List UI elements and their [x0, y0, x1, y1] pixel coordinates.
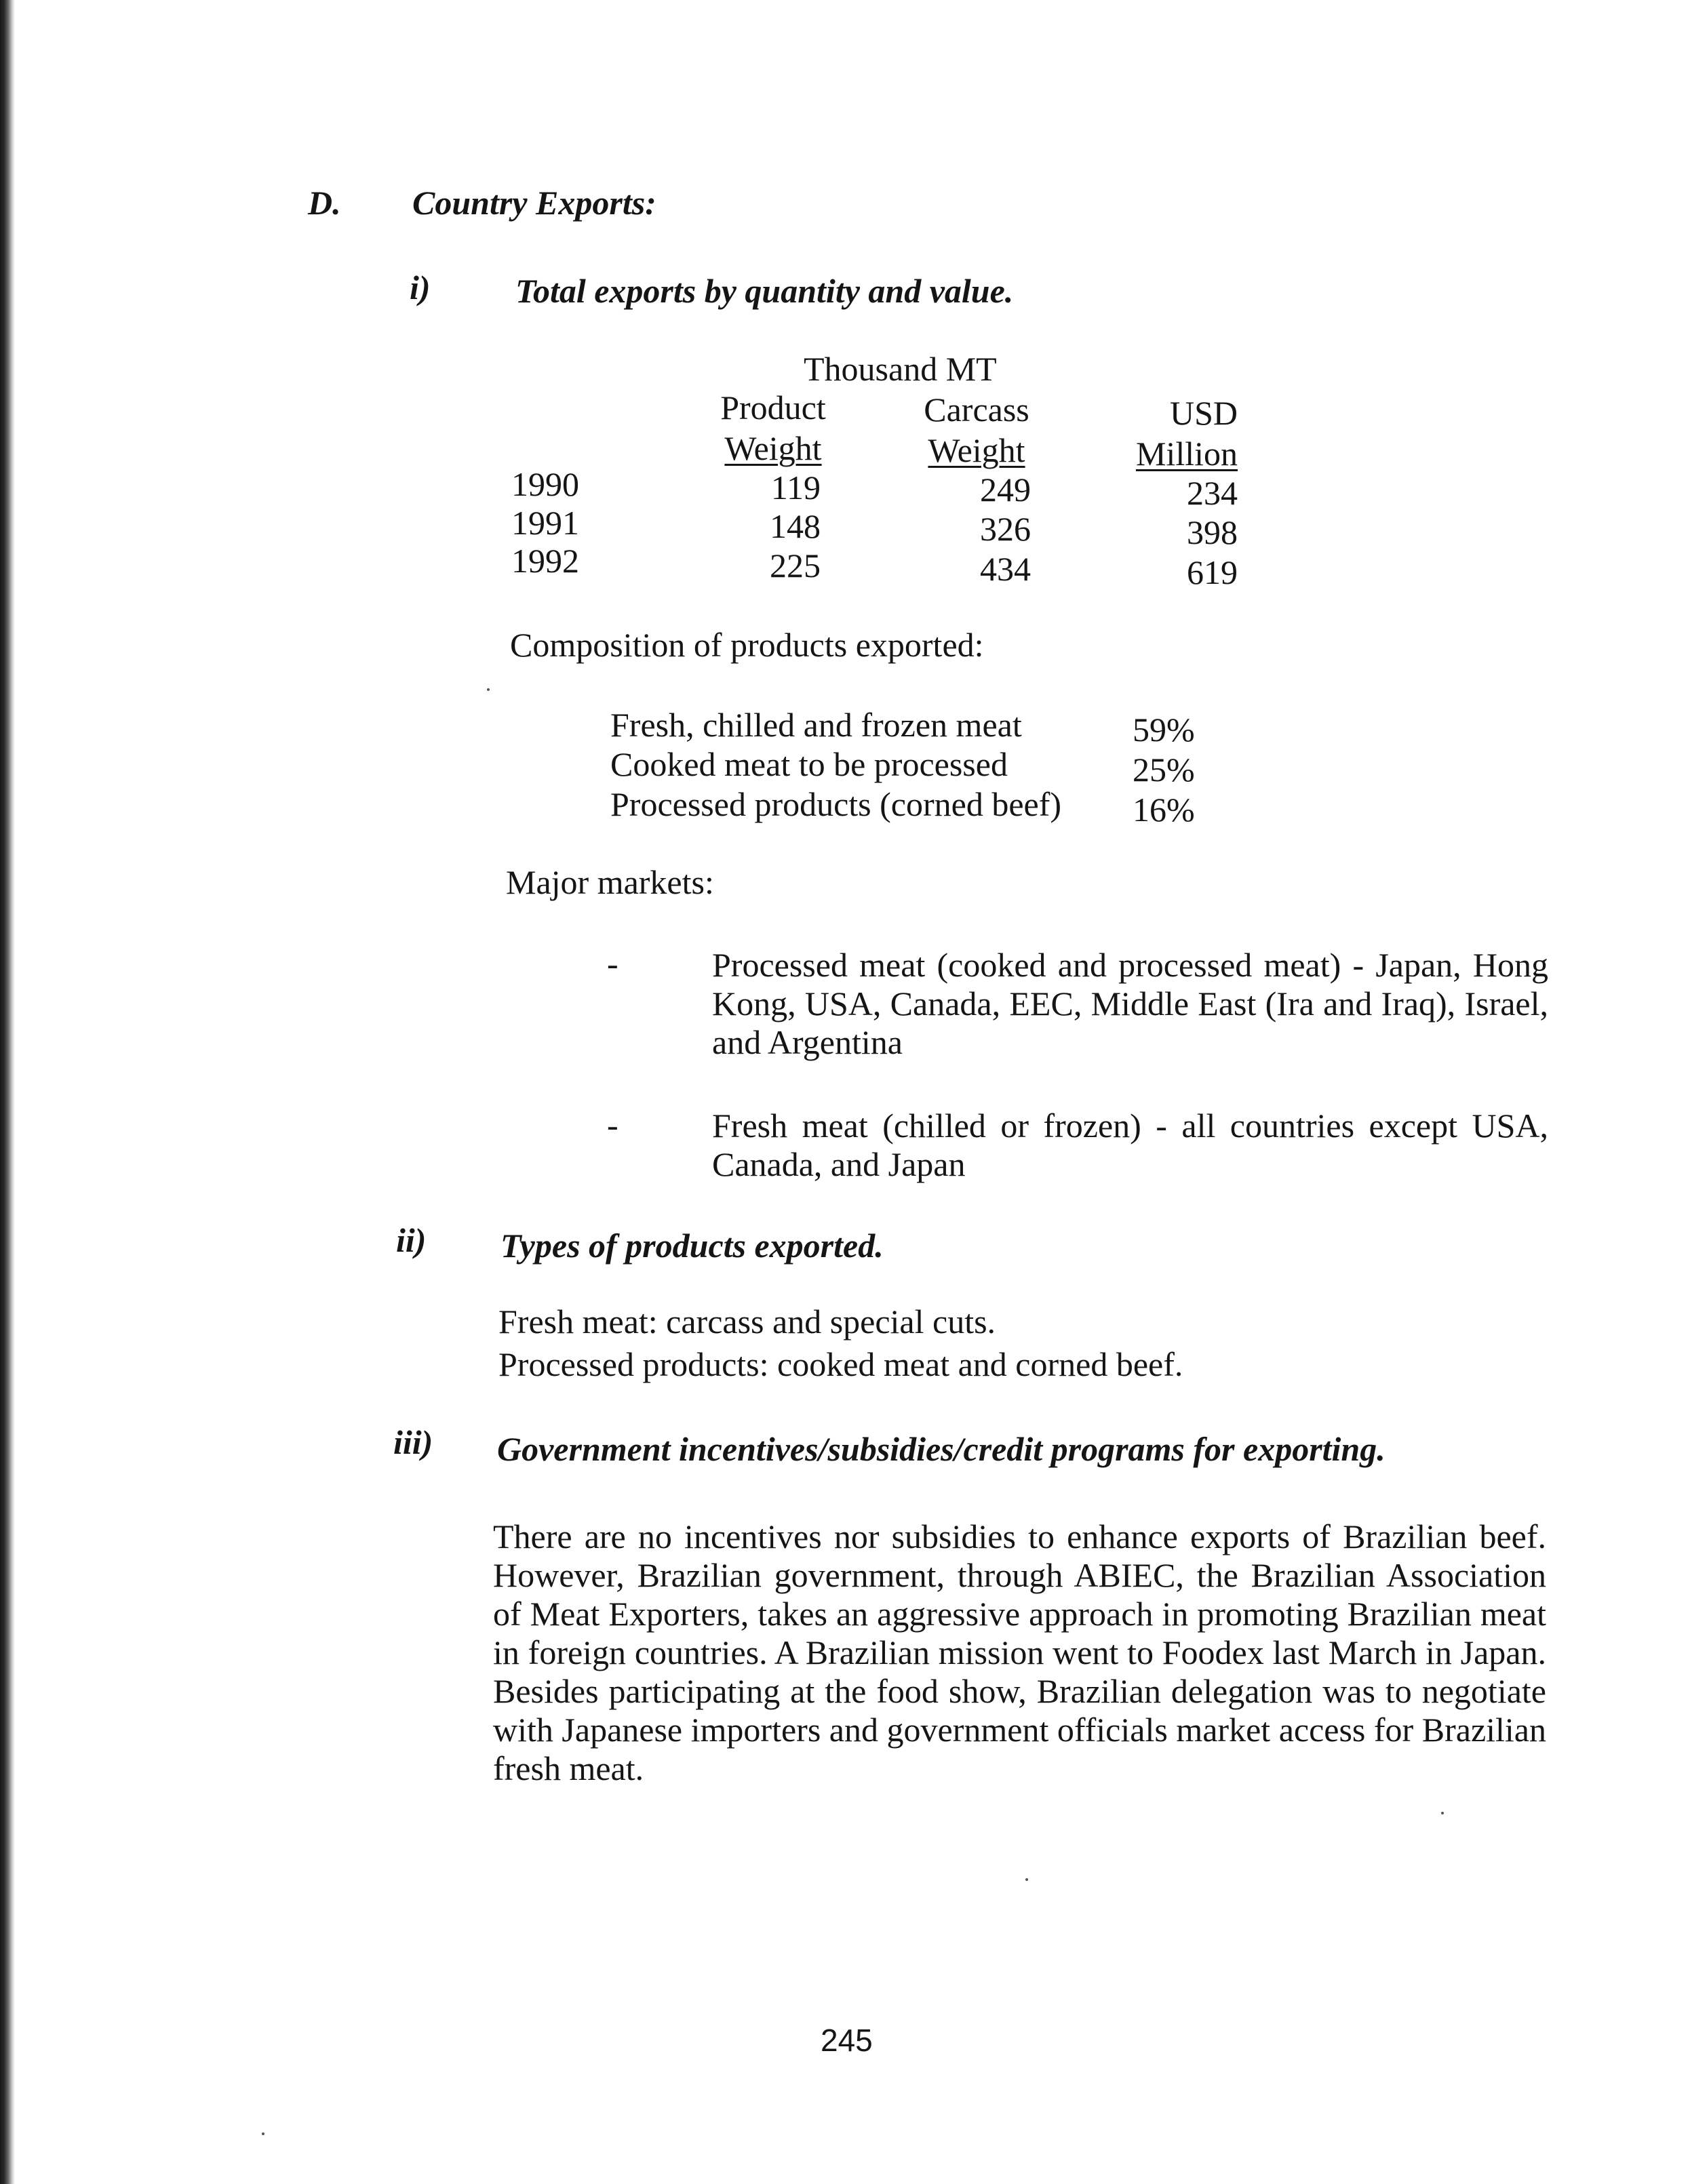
- row-year: 1990: [511, 465, 579, 503]
- bullet-dash: -: [607, 945, 618, 982]
- cell-usd: 398: [1187, 513, 1238, 551]
- composition-item-pct: 25%: [1133, 751, 1195, 789]
- subsection-i-title: Total exports by quantity and value.: [515, 272, 1014, 310]
- subsection-ii-numeral: ii): [396, 1221, 427, 1259]
- col-header-usd-sub: Million: [1135, 435, 1238, 473]
- scan-speck: [1441, 1812, 1444, 1814]
- cell-usd: 234: [1187, 474, 1238, 512]
- composition-title: Composition of products exported:: [510, 626, 984, 664]
- scan-speck: [487, 688, 490, 691]
- subsection-i-numeral: i): [410, 269, 431, 306]
- bullet-dash: -: [607, 1106, 618, 1144]
- cell-carcass: 249: [980, 471, 1031, 509]
- subsection-iii-numeral: iii): [393, 1423, 433, 1461]
- table-group-header: Thousand MT: [804, 350, 997, 388]
- cell-product: 119: [770, 469, 821, 507]
- composition-item-pct: 59%: [1133, 711, 1195, 749]
- composition-item-pct: 16%: [1133, 791, 1195, 829]
- composition-item-label: Cooked meat to be processed: [610, 745, 1008, 783]
- cell-carcass: 326: [980, 510, 1031, 548]
- binding-edge: [0, 0, 15, 2184]
- subsection-ii-title: Types of products exported.: [500, 1227, 884, 1265]
- page-number: 245: [821, 2023, 873, 2058]
- incentives-paragraph: There are no incentives nor subsidies to enhance exports of Brazilian beef. However, Brazilian government, through ABIEC, the Brazilian Association of Meat Exporters, takes an aggressive approach in promoting Brazilian meat in foreign countries. A Brazilian mission went to Foodex last March in Japan. Besides participating at the food show, Brazilian delegation was to negotiate with Japanese importers and government officials market access for Brazilian fresh meat.: [493, 1517, 1546, 1787]
- col-header-product: Product: [720, 389, 826, 426]
- cell-product: 225: [770, 547, 821, 584]
- section-letter: D.: [308, 184, 341, 222]
- market-item: Processed meat (cooked and processed meat) - Japan, Hong Kong, USA, Canada, EEC, Middle East (Ira and Iraq), Israel, and Argentina: [712, 946, 1548, 1061]
- cell-product: 148: [770, 507, 821, 545]
- row-year: 1991: [511, 504, 579, 542]
- col-header-product-sub: Weight: [724, 429, 822, 467]
- scan-speck: [1025, 1878, 1028, 1881]
- scan-speck: [262, 2132, 264, 2135]
- subsection-iii-title: Government incentives/subsidies/credit programs for exporting.: [497, 1430, 1386, 1468]
- products-line: Processed products: cooked meat and corned beef.: [498, 1345, 1183, 1383]
- col-header-carcass-sub: Weight: [928, 431, 1025, 469]
- cell-usd: 619: [1187, 553, 1238, 591]
- market-item: Fresh meat (chilled or frozen) - all countries except USA, Canada, and Japan: [712, 1107, 1548, 1183]
- products-line: Fresh meat: carcass and special cuts.: [498, 1303, 996, 1341]
- row-year: 1992: [511, 542, 579, 580]
- markets-title: Major markets:: [506, 863, 714, 901]
- cell-carcass: 434: [980, 550, 1031, 588]
- composition-item-label: Processed products (corned beef): [610, 785, 1062, 823]
- section-title: Country Exports:: [412, 184, 656, 222]
- col-header-usd: USD: [1169, 394, 1238, 432]
- col-header-carcass: Carcass: [924, 391, 1029, 429]
- composition-item-label: Fresh, chilled and frozen meat: [610, 706, 1022, 744]
